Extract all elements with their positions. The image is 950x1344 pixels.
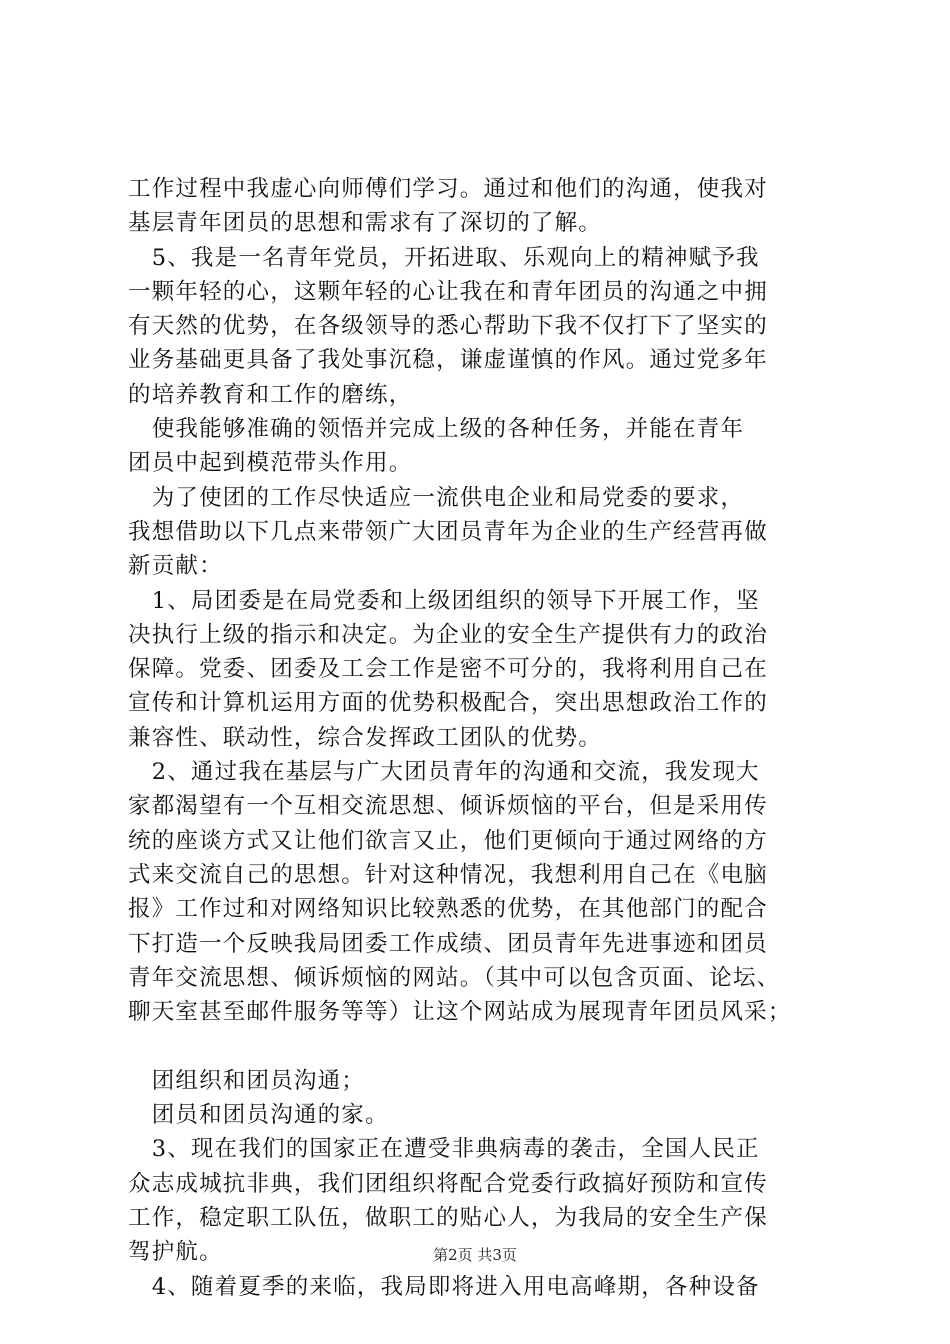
- text-line: 决执行上级的指示和决定。为企业的安全生产提供有力的政治: [128, 621, 768, 648]
- text-line: 工作过程中我虚心向师傅们学习。通过和他们的沟通，使我对: [128, 176, 768, 202]
- text-line: 报》工作过和对网络知识比较熟悉的优势，在其他部门的配合: [128, 896, 768, 923]
- text-line: 兼容性、联动性，综合发挥政工团队的优势。: [128, 724, 603, 751]
- text-line: 团员中起到模范带头作用。: [128, 450, 413, 477]
- text-line: 使我能够准确的领悟并完成上级的各种任务，并能在青年: [128, 416, 745, 443]
- text-line: 工作，稳定职工队伍，做职工的贴心人，为我局的安全生产保: [128, 1204, 768, 1231]
- blank-line: [128, 1029, 834, 1063]
- text-line: 2、通过我在基层与广大团员青年的沟通和交流，我发现大: [128, 759, 760, 786]
- text-line: 下打造一个反映我局团委工作成绩、团员青年先进事迹和团员: [128, 930, 768, 957]
- text-line: 我想借助以下几点来带领广大团员青年为企业的生产经营再做: [128, 518, 768, 545]
- page-number-footer: 第2页 共3页: [433, 1246, 517, 1264]
- text-line: 统的座谈方式又让他们欲言又止，他们更倾向于通过网络的方: [128, 827, 768, 854]
- text-line: 1、局团委是在局党委和上级团组织的领导下开展工作，坚: [128, 587, 760, 614]
- document-body: [128, 172, 834, 1304]
- text-line: 众志成城抗非典，我们团组织将配合党委行政搞好预防和宣传: [128, 1170, 768, 1197]
- text-line: 有天然的优势，在各级领导的悉心帮助下我不仅打下了坚实的: [128, 313, 768, 340]
- text-line: 驾护航。: [128, 1239, 223, 1266]
- text-line: 聊天室甚至邮件服务等等）让这个网站成为展现青年团员风采；: [128, 999, 792, 1026]
- text-line: 宣传和计算机运用方面的优势积极配合，突出思想政治工作的: [128, 690, 768, 717]
- text-line: 基层青年团员的思想和需求有了深切的了解。: [128, 210, 603, 237]
- text-line: 5、我是一名青年党员，开拓进取、乐观向上的精神赋予我: [128, 244, 760, 271]
- text-line: 业务基础更具备了我处事沉稳，谦虚谨慎的作风。通过党多年: [128, 347, 768, 374]
- text-line: 的培养教育和工作的磨练，: [128, 381, 413, 408]
- text-line: 一颗年轻的心，这颗年轻的心让我在和青年团员的沟通之中拥: [128, 278, 768, 305]
- text-line: 家都渴望有一个互相交流思想、倾诉烦恼的平台，但是采用传: [128, 793, 768, 820]
- text-line: 式来交流自己的思想。针对这种情况，我想利用自己在《电脑: [128, 861, 768, 888]
- text-line: 为了使团的工作尽快适应一流供电企业和局党委的要求，: [128, 484, 745, 511]
- text-line: 团员和团员沟通的家。: [128, 1102, 389, 1129]
- text-line: 3、现在我们的国家正在遭受非典病毒的袭击，全国人民正: [128, 1136, 760, 1163]
- text-line: 青年交流思想、倾诉烦恼的网站。（其中可以包含页面、论坛、: [128, 964, 781, 991]
- text-line: 4、随着夏季的来临，我局即将进入用电高峰期，各种设备: [128, 1273, 760, 1300]
- text-line: 新贡献：: [128, 553, 223, 580]
- text-line: 保障。党委、团委及工会工作是密不可分的，我将利用自己在: [128, 656, 768, 683]
- text-line: 团组织和团员沟通；: [128, 1067, 366, 1094]
